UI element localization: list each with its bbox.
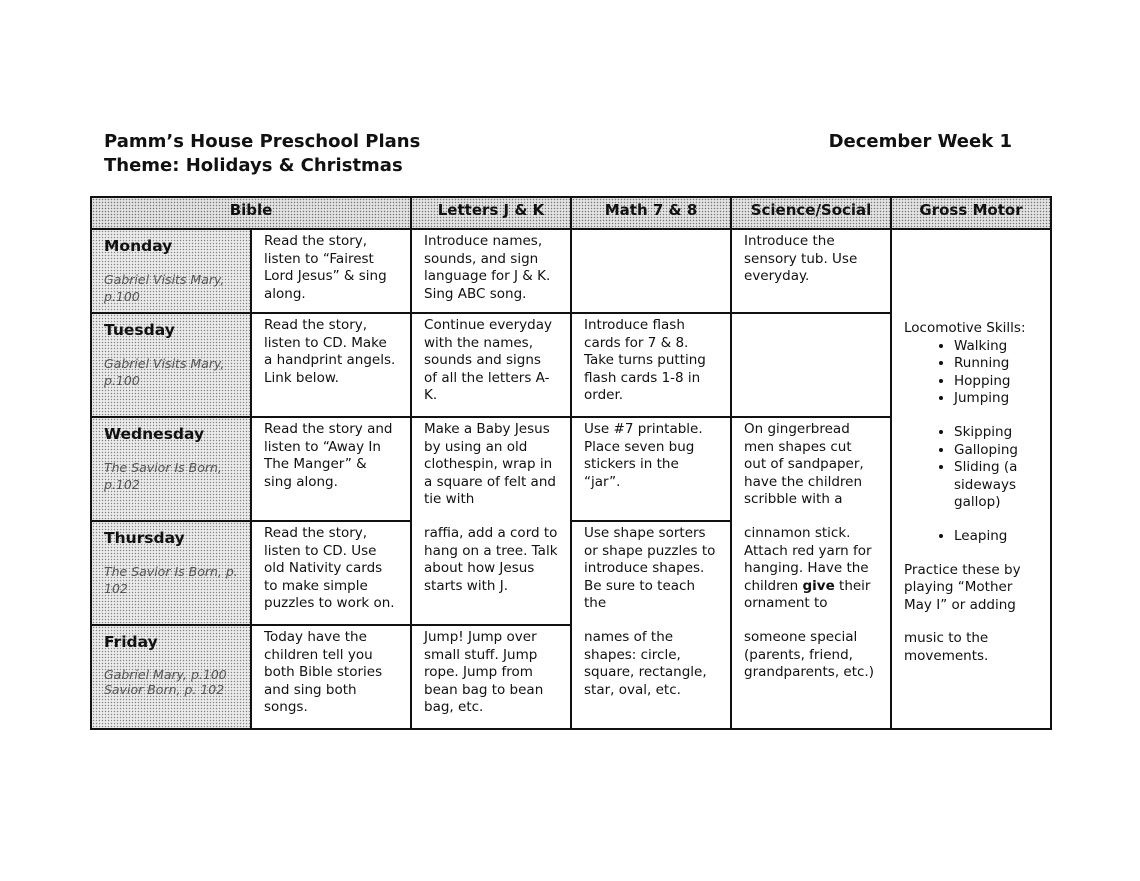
bible-cell: Read the story, listen to “Fairest Lord Jesus” & sing along. bbox=[251, 229, 411, 313]
day-name: Thursday bbox=[104, 529, 185, 547]
science-cell bbox=[731, 313, 891, 417]
list-item: • Jumping bbox=[954, 390, 1038, 408]
letters-cell: Continue everyday with the names, sounds and signs of all the letters A-K. bbox=[411, 313, 571, 417]
bible-cell: Today have the children tell you both Bible stories and sing both songs. bbox=[251, 625, 411, 729]
science-text-end: someone special (parents, friend, grandparents, etc.) bbox=[744, 628, 874, 681]
letters-cell bbox=[411, 417, 571, 625]
bible-story-ref: The Savior Is Born, p. 102 bbox=[104, 564, 238, 596]
list-item: • Walking bbox=[954, 338, 1038, 356]
document-week: December Week 1 bbox=[828, 131, 1012, 152]
gross-motor-intro: Locomotive Skills: bbox=[904, 320, 1026, 336]
math-cell: Introduce flash cards for 7 & 8. Take turns putting flash cards 1-8 in order. bbox=[571, 313, 731, 417]
science-text-cont: cinnamon stick. Attach red yarn for hanging. Have the children give their ornament to bbox=[744, 524, 872, 612]
list-item: • Running bbox=[954, 355, 1038, 373]
day-name: Wednesday bbox=[104, 425, 205, 443]
skills-list bbox=[904, 528, 1038, 546]
math-text-cont: names of the shapes: circle, square, rectangle, star, oval, etc. bbox=[584, 628, 707, 698]
bible-story-ref: Savior Born, p. 102 bbox=[104, 682, 225, 697]
column-header-letters: Letters J & K bbox=[411, 197, 571, 229]
column-header-gross-motor: Gross Motor bbox=[891, 197, 1051, 229]
list-item: • Skipping bbox=[954, 424, 1038, 442]
table-row bbox=[91, 229, 1051, 313]
math-cell bbox=[571, 521, 731, 729]
math-text: Use shape sorters or shape puzzles to introduce shapes. Be sure to teach the bbox=[584, 525, 716, 612]
science-cell bbox=[731, 417, 891, 729]
letters-text-cont: raffia, add a cord to hang on a tree. Talk about how Jesus starts with J. bbox=[424, 524, 558, 594]
day-name: Friday bbox=[104, 633, 158, 651]
emphasis-text: give bbox=[802, 577, 835, 594]
column-header-science: Science/Social bbox=[731, 197, 891, 229]
table-header-row bbox=[91, 197, 1051, 229]
list-item: • Sliding (a sideways gallop) bbox=[954, 459, 1038, 512]
list-item: • Leaping bbox=[954, 528, 1038, 546]
gross-motor-practice: Practice these by playing “Mother May I” or adding bbox=[904, 561, 1021, 613]
document-title: Pamm’s House Preschool Plans bbox=[104, 131, 421, 152]
document-theme: Theme: Holidays & Christmas bbox=[104, 155, 403, 176]
column-header-bible: Bible bbox=[91, 197, 411, 229]
list-item: • Hopping bbox=[954, 373, 1038, 391]
bible-cell: Read the story and listen to “Away In The Manger” & sing along. bbox=[251, 417, 411, 521]
letters-cell: Introduce names, sounds, and sign language for J & K. Sing ABC song. bbox=[411, 229, 571, 313]
skills-list bbox=[904, 424, 1038, 512]
gross-motor-cell bbox=[891, 229, 1051, 729]
bible-story-ref: The Savior Is Born, p.102 bbox=[104, 460, 222, 492]
day-name: Tuesday bbox=[104, 321, 175, 339]
day-cell-wednesday bbox=[91, 417, 251, 521]
day-cell-thursday bbox=[91, 521, 251, 625]
science-text: On gingerbread men shapes cut out of sandpaper, have the children scribble with a bbox=[744, 421, 864, 508]
day-name: Monday bbox=[104, 237, 173, 255]
column-header-math: Math 7 & 8 bbox=[571, 197, 731, 229]
math-cell: Use #7 printable. Place seven bug stickers in the “jar”. bbox=[571, 417, 731, 521]
bible-story-ref: Gabriel Visits Mary, p.100 bbox=[104, 356, 225, 388]
skills-list bbox=[904, 338, 1038, 408]
document-header bbox=[104, 130, 420, 178]
math-cell bbox=[571, 229, 731, 313]
lesson-plan-table bbox=[90, 196, 1052, 730]
day-cell-friday bbox=[91, 625, 251, 729]
bible-story-ref: Gabriel Visits Mary, p.100 bbox=[104, 272, 225, 304]
day-cell-tuesday bbox=[91, 313, 251, 417]
list-item: • Galloping bbox=[954, 442, 1038, 460]
letters-cell: Jump! Jump over small stuff. Jump rope. Jump from bean bag to bean bag, etc. bbox=[411, 625, 571, 729]
gross-motor-practice-cont: music to the movements. bbox=[904, 630, 989, 664]
science-cell: Introduce the sensory tub. Use everyday. bbox=[731, 229, 891, 313]
bible-cell: Read the story, listen to CD. Use old Nativity cards to make simple puzzles to work on. bbox=[251, 521, 411, 625]
bible-cell: Read the story, listen to CD. Make a handprint angels. Link below. bbox=[251, 313, 411, 417]
day-cell-monday bbox=[91, 229, 251, 313]
letters-text: Make a Baby Jesus by using an old clothespin, wrap in a square of felt and tie with bbox=[424, 421, 556, 508]
bible-story-ref: Gabriel Mary, p.100 bbox=[104, 667, 227, 682]
